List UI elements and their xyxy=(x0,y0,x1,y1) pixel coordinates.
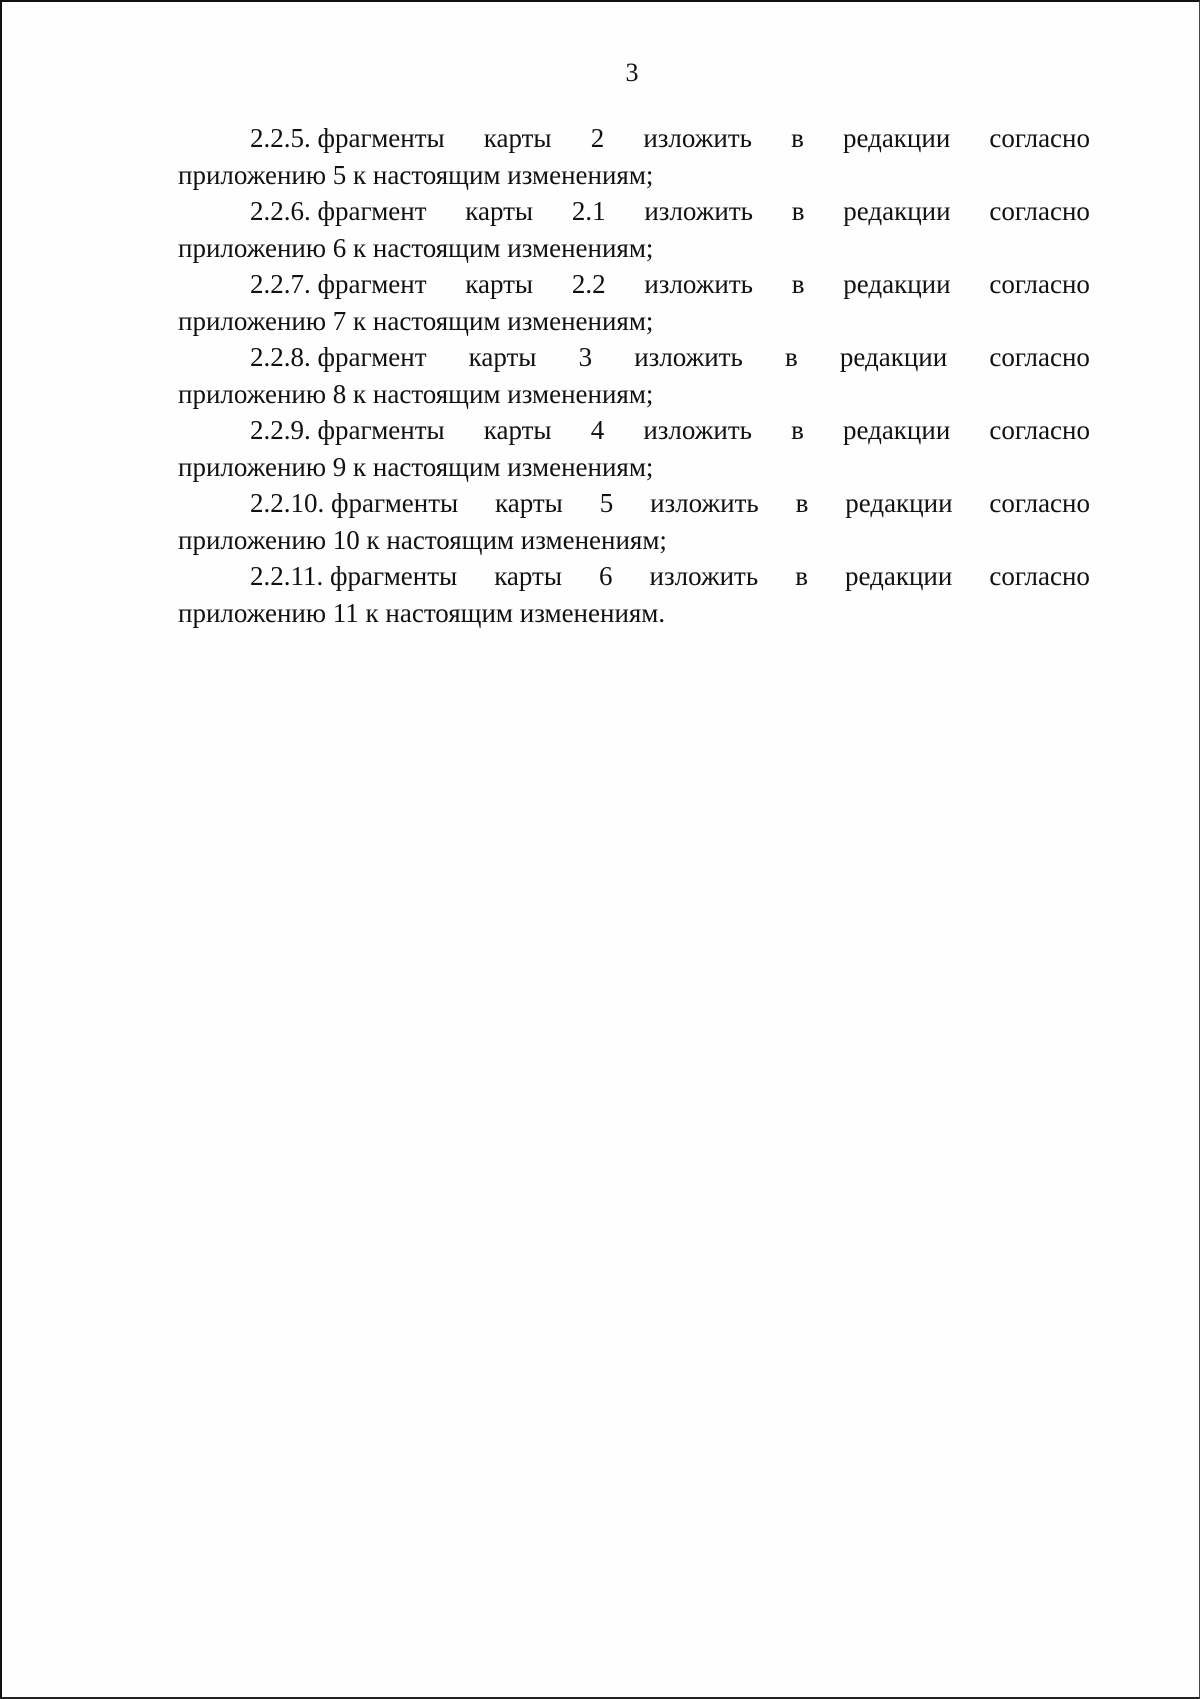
list-item xyxy=(178,120,1090,193)
list-item xyxy=(178,339,1090,412)
list-item xyxy=(178,412,1090,485)
item-second-line: приложению 5 к настоящим изменениям; xyxy=(178,159,654,190)
item-number-and-word: 2.2.9. фрагменты xyxy=(250,415,445,445)
word: изложить xyxy=(650,488,759,518)
list-item xyxy=(178,558,1090,631)
word: в xyxy=(791,196,805,226)
item-number-and-word: 2.2.7. фрагмент xyxy=(250,269,427,299)
word: изложить xyxy=(644,269,753,299)
word: редакции xyxy=(845,488,953,518)
word: в xyxy=(791,123,804,153)
item-first-line xyxy=(178,485,1090,522)
map-number: 2.2 xyxy=(571,269,606,299)
word: редакции xyxy=(842,415,951,445)
word: согласно xyxy=(989,123,1090,153)
list-item xyxy=(178,193,1090,266)
item-second-line: приложению 9 к настоящим изменениям; xyxy=(178,451,654,482)
word: редакции xyxy=(842,123,951,153)
word: редакции xyxy=(844,561,953,591)
map-number: 2.1 xyxy=(571,196,606,226)
item-number-and-word: 2.2.5. фрагменты xyxy=(250,123,445,153)
item-second-line: приложению 10 к настоящим изменениям; xyxy=(178,524,667,555)
word: карты xyxy=(495,488,563,518)
map-number: 5 xyxy=(599,488,614,518)
document-body xyxy=(178,120,1090,631)
page-number: 3 xyxy=(625,58,639,87)
item-second-line: приложению 7 к настоящим изменениям; xyxy=(178,305,654,336)
word: согласно xyxy=(989,196,1090,226)
item-first-line xyxy=(178,120,1090,157)
map-number: 2 xyxy=(590,123,605,153)
word: в xyxy=(791,415,804,445)
word: карты xyxy=(483,415,552,445)
item-first-line xyxy=(178,558,1090,595)
word: в xyxy=(785,342,798,372)
word: согласно xyxy=(989,269,1090,299)
word: согласно xyxy=(989,415,1090,445)
map-number: 6 xyxy=(599,561,613,591)
word: редакции xyxy=(843,196,951,226)
word: в xyxy=(795,488,809,518)
word: в xyxy=(795,561,808,591)
item-second-line: приложению 6 к настоящим изменениям; xyxy=(178,232,654,263)
map-number: 3 xyxy=(578,342,593,372)
word: изложить xyxy=(634,342,743,372)
word: согласно xyxy=(989,342,1090,372)
item-first-line xyxy=(178,339,1090,376)
list-item xyxy=(178,485,1090,558)
word: в xyxy=(791,269,805,299)
item-second-line: приложению 11 к настоящим изменениям. xyxy=(178,597,666,628)
word: изложить xyxy=(643,123,752,153)
word: изложить xyxy=(644,196,753,226)
map-number: 4 xyxy=(590,415,605,445)
item-number-and-word: 2.2.8. фрагмент xyxy=(250,342,427,372)
item-first-line xyxy=(178,412,1090,449)
word: согласно xyxy=(989,561,1090,591)
word: изложить xyxy=(649,561,759,591)
word: карты xyxy=(483,123,552,153)
word: редакции xyxy=(843,269,951,299)
word: изложить xyxy=(643,415,752,445)
item-second-line: приложению 8 к настоящим изменениям; xyxy=(178,378,654,409)
list-item xyxy=(178,266,1090,339)
word: карты xyxy=(465,269,534,299)
word: согласно xyxy=(989,488,1090,518)
item-first-line xyxy=(178,266,1090,303)
word: карты xyxy=(494,561,562,591)
word: карты xyxy=(465,196,534,226)
word: редакции xyxy=(839,342,948,372)
item-number-and-word: 2.2.11. фрагменты xyxy=(250,561,458,591)
item-first-line xyxy=(178,193,1090,230)
word: карты xyxy=(468,342,537,372)
item-number-and-word: 2.2.6. фрагмент xyxy=(250,196,427,226)
item-number-and-word: 2.2.10. фрагменты xyxy=(250,488,459,518)
